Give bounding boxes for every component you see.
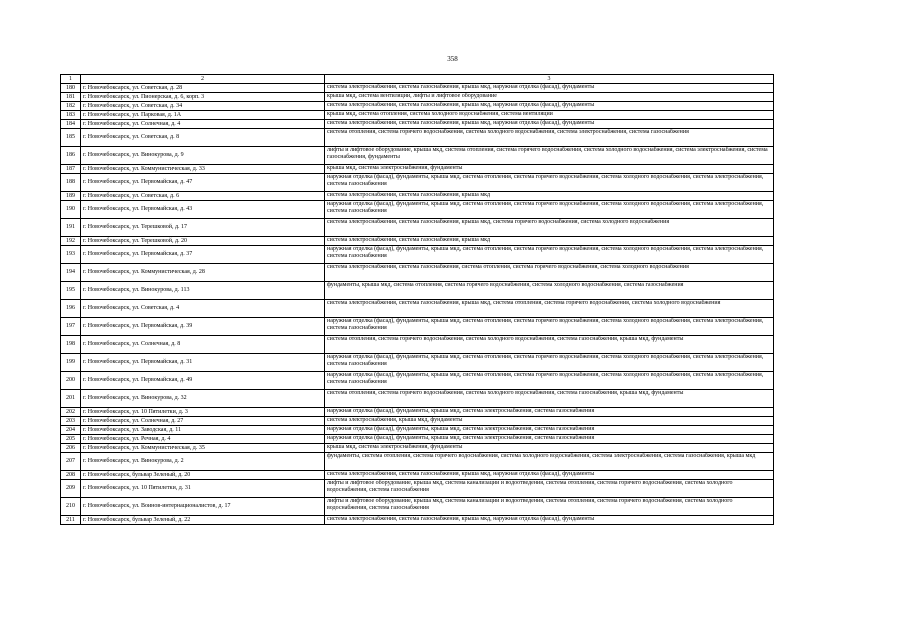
row-works-cell: система электроснабжения, система газоснабжения, крыша мкд, система отопления, система горячего водоснабжения, система холодного водоснабжения: [325, 300, 774, 318]
row-number-cell: 202: [61, 408, 81, 417]
row-number-cell: 190: [61, 201, 81, 219]
table-row: [61, 147, 774, 165]
row-address-cell: г. Новочебоксарск, ул. Пионерская, д. 6, корп. 3: [81, 93, 325, 102]
table-row: [61, 444, 774, 453]
row-works-cell: фундаменты, крыша мкд, система отопления, система горячего водоснабжения, система холодного водоснабжения, система газоснабжения: [325, 282, 774, 300]
row-number-cell: 193: [61, 246, 81, 264]
row-works-cell: лифты и лифтовое оборудование, крыша мкд, система отопления, система горячего водоснабжения, система холодного водоснабжения, система электроснабжения, система газоснабжения, фундаменты: [325, 147, 774, 165]
row-address-cell: г. Новочебоксарск, ул. Терешковой, д. 17: [81, 219, 325, 237]
row-works-cell: наружная отделка (фасад), фундаменты, крыша мкд, система электроснабжения, система газоснабжения: [325, 435, 774, 444]
row-works-cell: система электроснабжения, система газоснабжения, крыша мкд, система горячего водоснабжения, система холодного водоснабжения: [325, 219, 774, 237]
table-row: [61, 390, 774, 408]
works-table: [60, 74, 774, 525]
row-address-cell: г. Новочебоксарск, ул. Коммунистическая, д. 35: [81, 444, 325, 453]
row-address-cell: г. Новочебоксарск, ул. Советская, д. 6: [81, 192, 325, 201]
row-address-cell: г. Новочебоксарск, ул. Первомайская, д. 43: [81, 201, 325, 219]
row-address-cell: г. Новочебоксарск, ул. Речная, д. 4: [81, 435, 325, 444]
table-row: [61, 336, 774, 354]
row-address-cell: г. Новочебоксарск, ул. Заводская, д. 11: [81, 426, 325, 435]
row-number-cell: 203: [61, 417, 81, 426]
row-number-cell: 191: [61, 219, 81, 237]
table-row: [61, 426, 774, 435]
header-cell-number: 1: [61, 75, 81, 84]
row-address-cell: г. Новочебоксарск, ул. Советская, д. 28: [81, 84, 325, 93]
row-address-cell: г. Новочебоксарск, ул. Винокурова, д. 113: [81, 282, 325, 300]
row-works-cell: система электроснабжения, система газоснабжения, крыша мкд, наружная отделка (фасад), фундаменты: [325, 84, 774, 93]
row-works-cell: крыша мкд, система электроснабжения, фундаменты: [325, 165, 774, 174]
row-works-cell: система электроснабжения, система газоснабжения, крыша мкд: [325, 192, 774, 201]
row-address-cell: г. Новочебоксарск, ул. Первомайская, д. 49: [81, 372, 325, 390]
row-number-cell: 201: [61, 390, 81, 408]
table-row: [61, 282, 774, 300]
table-row: [61, 84, 774, 93]
table-row: [61, 318, 774, 336]
row-address-cell: г. Новочебоксарск, ул. Парковая, д. 1А: [81, 111, 325, 120]
table-row: [61, 417, 774, 426]
row-works-cell: система электроснабжения, система газоснабжения, крыша мкд, наружная отделка (фасад), фундаменты: [325, 471, 774, 480]
row-number-cell: 198: [61, 336, 81, 354]
row-address-cell: г. Новочебоксарск, ул. 10 Пятилетки, д. 3: [81, 408, 325, 417]
row-works-cell: крыша мкд, система электроснабжения, фундаменты: [325, 444, 774, 453]
row-address-cell: г. Новочебоксарск, ул. Советская, д. 34: [81, 102, 325, 111]
row-number-cell: 206: [61, 444, 81, 453]
row-number-cell: 208: [61, 471, 81, 480]
row-number-cell: 200: [61, 372, 81, 390]
row-number-cell: 210: [61, 498, 81, 516]
table-row: [61, 372, 774, 390]
row-number-cell: 182: [61, 102, 81, 111]
table-row: [61, 192, 774, 201]
row-works-cell: система отопления, система горячего водоснабжения, система холодного водоснабжения, система газоснабжения, крыша мкд, фундаменты: [325, 390, 774, 408]
row-works-cell: лифты и лифтовое оборудование, крыша мкд, система канализации и водоотведения, система отопления, система горячего водоснабжения, система холодного водоснабжения, система газоснабжения: [325, 498, 774, 516]
table-row: [61, 120, 774, 129]
row-address-cell: г. Новочебоксарск, бульвар Зеленый, д. 22: [81, 516, 325, 525]
row-works-cell: лифты и лифтовое оборудование, крыша мкд, система канализации и водоотведения, система отопления, система горячего водоснабжения, система холодного водоснабжения, система газоснабжения: [325, 480, 774, 498]
row-works-cell: система отопления, система горячего водоснабжения, система холодного водоснабжения, система электроснабжения, система газоснабжения: [325, 129, 774, 147]
row-address-cell: г. Новочебоксарск, ул. Коммунистическая, д. 28: [81, 264, 325, 282]
row-number-cell: 189: [61, 192, 81, 201]
table-row: [61, 102, 774, 111]
row-address-cell: г. Новочебоксарск, ул. Воинов-интернационалистов, д. 17: [81, 498, 325, 516]
row-number-cell: 209: [61, 480, 81, 498]
table-row: [61, 453, 774, 471]
row-number-cell: 204: [61, 426, 81, 435]
row-number-cell: 187: [61, 165, 81, 174]
row-works-cell: наружная отделка (фасад), фундаменты, крыша мкд, система отопления, система горячего водоснабжения, система холодного водоснабжения, система электроснабжения, система газоснабжения: [325, 318, 774, 336]
row-number-cell: 205: [61, 435, 81, 444]
row-works-cell: система электроснабжения, система газоснабжения, крыша мкд: [325, 237, 774, 246]
row-number-cell: 192: [61, 237, 81, 246]
row-address-cell: г. Новочебоксарск, ул. 10 Пятилетки, д. 31: [81, 480, 325, 498]
table-row: [61, 93, 774, 102]
row-number-cell: 180: [61, 84, 81, 93]
row-number-cell: 194: [61, 264, 81, 282]
table-row: [61, 165, 774, 174]
table-row: [61, 516, 774, 525]
row-works-cell: наружная отделка (фасад), фундаменты, крыша мкд, система отопления, система горячего водоснабжения, система холодного водоснабжения, система электроснабжения, система газоснабжения: [325, 201, 774, 219]
table-header-row: [61, 75, 774, 84]
table-row: [61, 354, 774, 372]
table-row: [61, 237, 774, 246]
row-address-cell: г. Новочебоксарск, ул. Советская, д. 4: [81, 300, 325, 318]
row-works-cell: наружная отделка (фасад), фундаменты, крыша мкд, система отопления, система горячего водоснабжения, система холодного водоснабжения, система электроснабжения, система газоснабжения: [325, 246, 774, 264]
row-address-cell: г. Новочебоксарск, бульвар Зеленый, д. 20: [81, 471, 325, 480]
row-works-cell: наружная отделка (фасад), фундаменты, крыша мкд, система электроснабжения, система газоснабжения: [325, 408, 774, 417]
row-address-cell: г. Новочебоксарск, ул. Винокурова, д. 9: [81, 147, 325, 165]
table-row: [61, 246, 774, 264]
table-row: [61, 219, 774, 237]
row-number-cell: 199: [61, 354, 81, 372]
row-address-cell: г. Новочебоксарск, ул. Первомайская, д. 37: [81, 246, 325, 264]
row-number-cell: 185: [61, 129, 81, 147]
row-number-cell: 186: [61, 147, 81, 165]
row-works-cell: крыша мкд, система отопления, система холодного водоснабжения, система вентиляции: [325, 111, 774, 120]
table-row: [61, 201, 774, 219]
table-row: [61, 471, 774, 480]
header-cell-address: 2: [81, 75, 325, 84]
row-works-cell: крыша мкд, система вентиляции, лифты и лифтовое оборудование: [325, 93, 774, 102]
header-cell-works: 3: [325, 75, 774, 84]
row-works-cell: система электроснабжения, система газоснабжения, система отопления, система горячего водоснабжения, система холодного водоснабжения: [325, 264, 774, 282]
row-address-cell: г. Новочебоксарск, ул. Солнечная, д. 27: [81, 417, 325, 426]
table-row: [61, 408, 774, 417]
row-number-cell: 188: [61, 174, 81, 192]
table-row: [61, 129, 774, 147]
row-works-cell: система отопления, система горячего водоснабжения, система холодного водоснабжения, система газоснабжения, крыша мкд, фундаменты: [325, 336, 774, 354]
row-number-cell: 181: [61, 93, 81, 102]
table-row: [61, 498, 774, 516]
table-row: [61, 174, 774, 192]
row-number-cell: 211: [61, 516, 81, 525]
row-address-cell: г. Новочебоксарск, ул. Первомайская, д. 47: [81, 174, 325, 192]
table-row: [61, 480, 774, 498]
row-works-cell: система электроснабжения, крыша мкд, фундаменты: [325, 417, 774, 426]
row-number-cell: 183: [61, 111, 81, 120]
row-address-cell: г. Новочебоксарск, ул. Винокурова, д. 32: [81, 390, 325, 408]
row-address-cell: г. Новочебоксарск, ул. Солнечная, д. 4: [81, 120, 325, 129]
row-address-cell: г. Новочебоксарск, ул. Терешковой, д. 20: [81, 237, 325, 246]
row-number-cell: 184: [61, 120, 81, 129]
row-number-cell: 196: [61, 300, 81, 318]
row-works-cell: система электроснабжения, система газоснабжения, крыша мкд, наружная отделка (фасад), фундаменты: [325, 516, 774, 525]
row-address-cell: г. Новочебоксарск, ул. Первомайская, д. 31: [81, 354, 325, 372]
table-row: [61, 435, 774, 444]
table-row: [61, 300, 774, 318]
row-number-cell: 195: [61, 282, 81, 300]
row-address-cell: г. Новочебоксарск, ул. Советская, д. 8: [81, 129, 325, 147]
row-works-cell: система электроснабжения, система газоснабжения, крыша мкд, наружная отделка (фасад), фундаменты: [325, 102, 774, 111]
row-works-cell: наружная отделка (фасад), фундаменты, крыша мкд, система электроснабжения, система газоснабжения: [325, 426, 774, 435]
row-address-cell: г. Новочебоксарск, ул. Солнечная, д. 8: [81, 336, 325, 354]
page-number: 358: [447, 55, 458, 63]
row-address-cell: г. Новочебоксарск, ул. Винокурова, д. 2: [81, 453, 325, 471]
row-works-cell: наружная отделка (фасад), фундаменты, крыша мкд, система отопления, система горячего водоснабжения, система холодного водоснабжения, система электроснабжения, система газоснабжения: [325, 174, 774, 192]
table-row: [61, 111, 774, 120]
row-address-cell: г. Новочебоксарск, ул. Коммунистическая, д. 33: [81, 165, 325, 174]
row-number-cell: 197: [61, 318, 81, 336]
table-row: [61, 264, 774, 282]
row-number-cell: 207: [61, 453, 81, 471]
row-address-cell: г. Новочебоксарск, ул. Первомайская, д. 39: [81, 318, 325, 336]
row-works-cell: наружная отделка (фасад), фундаменты, крыша мкд, система отопления, система горячего водоснабжения, система холодного водоснабжения, система электроснабжения, система газоснабжения: [325, 372, 774, 390]
row-works-cell: наружная отделка (фасад), фундаменты, крыша мкд, система отопления, система горячего водоснабжения, система холодного водоснабжения, система электроснабжения, система газоснабжения: [325, 354, 774, 372]
row-works-cell: система электроснабжения, система газоснабжения, крыша мкд, наружная отделка (фасад), фундаменты: [325, 120, 774, 129]
row-works-cell: фундаменты, система отопления, система горячего водоснабжения, система холодного водоснабжения, система электроснабжения, система газоснабжения, крыша мкд: [325, 453, 774, 471]
